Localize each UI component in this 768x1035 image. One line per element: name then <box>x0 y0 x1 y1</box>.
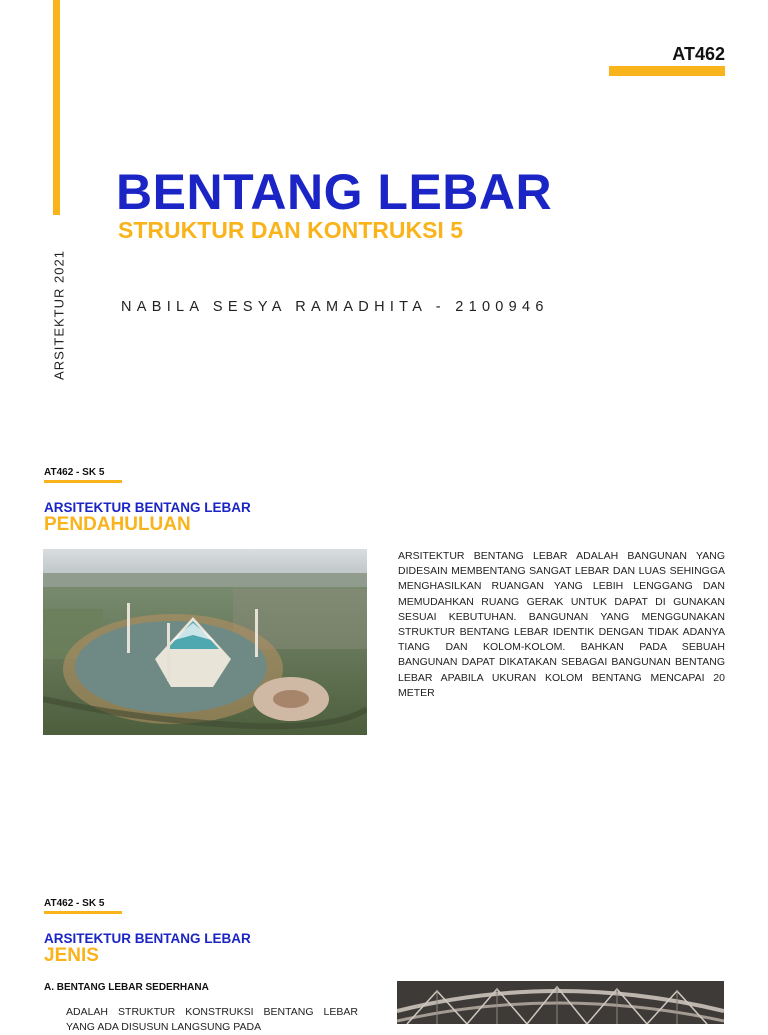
author-line: NABILA SESYA RAMADHITA - 2100946 <box>121 299 549 315</box>
section1-code: AT462 - SK 5 <box>44 467 105 478</box>
section1-title: ARSITEKTUR BENTANG LEBAR <box>44 500 251 515</box>
mosque-aerial-photo <box>43 549 367 735</box>
accent-vertical-bar <box>53 0 60 215</box>
section2-code: AT462 - SK 5 <box>44 898 105 909</box>
jenis-paragraph: ADALAH STRUKTUR KONSTRUKSI BENTANG LEBAR YANG ADA DISUSUN LANGSUNG PADA <box>66 1006 358 1034</box>
course-code: AT462 <box>672 44 725 64</box>
truss-roof-photo <box>397 981 724 1024</box>
section1-code-underline <box>44 480 122 483</box>
jenis-item-a: A. BENTANG LEBAR SEDERHANA <box>44 982 209 993</box>
document-subtitle: STRUKTUR DAN KONTRUKSI 5 <box>118 217 463 243</box>
section2-code-underline <box>44 911 122 914</box>
section2-title: ARSITEKTUR BENTANG LEBAR <box>44 931 251 946</box>
side-label: ARSITEKTUR 2021 <box>51 250 67 380</box>
section1-subtitle: PENDAHULUAN <box>44 514 191 535</box>
section2-subtitle: JENIS <box>44 945 99 966</box>
intro-paragraph: ARSITEKTUR BENTANG LEBAR ADALAH BANGUNAN YANG DIDESAIN MEMBENTANG SANGAT LEBAR DAN LUAS SEHINGGA MENGHASILKAN RUANGAN YANG LEBIH LENGGANG DAN MEMUDAHKAN RUANG GERAK UNTUK DAPAT DI GUNAKAN SESUAI KEBUTUHAN. BANGUNAN YANG MENGGUNAKAN STRUKTUR BENTANG LEBAR IDENTIK DENGAN TIDAK ADANYA TIANG DAN KOLOM-KOLOM. BAHKAN PADA SEBUAH BANGUNAN DAPAT DIKATAKAN SEBAGAI BANGUNAN BENTANG LEBAR APABILA UKURAN KOLOM BENTANG MENCAPAI 20 METER <box>398 550 725 699</box>
document-title: BENTANG LEBAR <box>116 164 553 220</box>
course-code-underline <box>609 66 725 76</box>
